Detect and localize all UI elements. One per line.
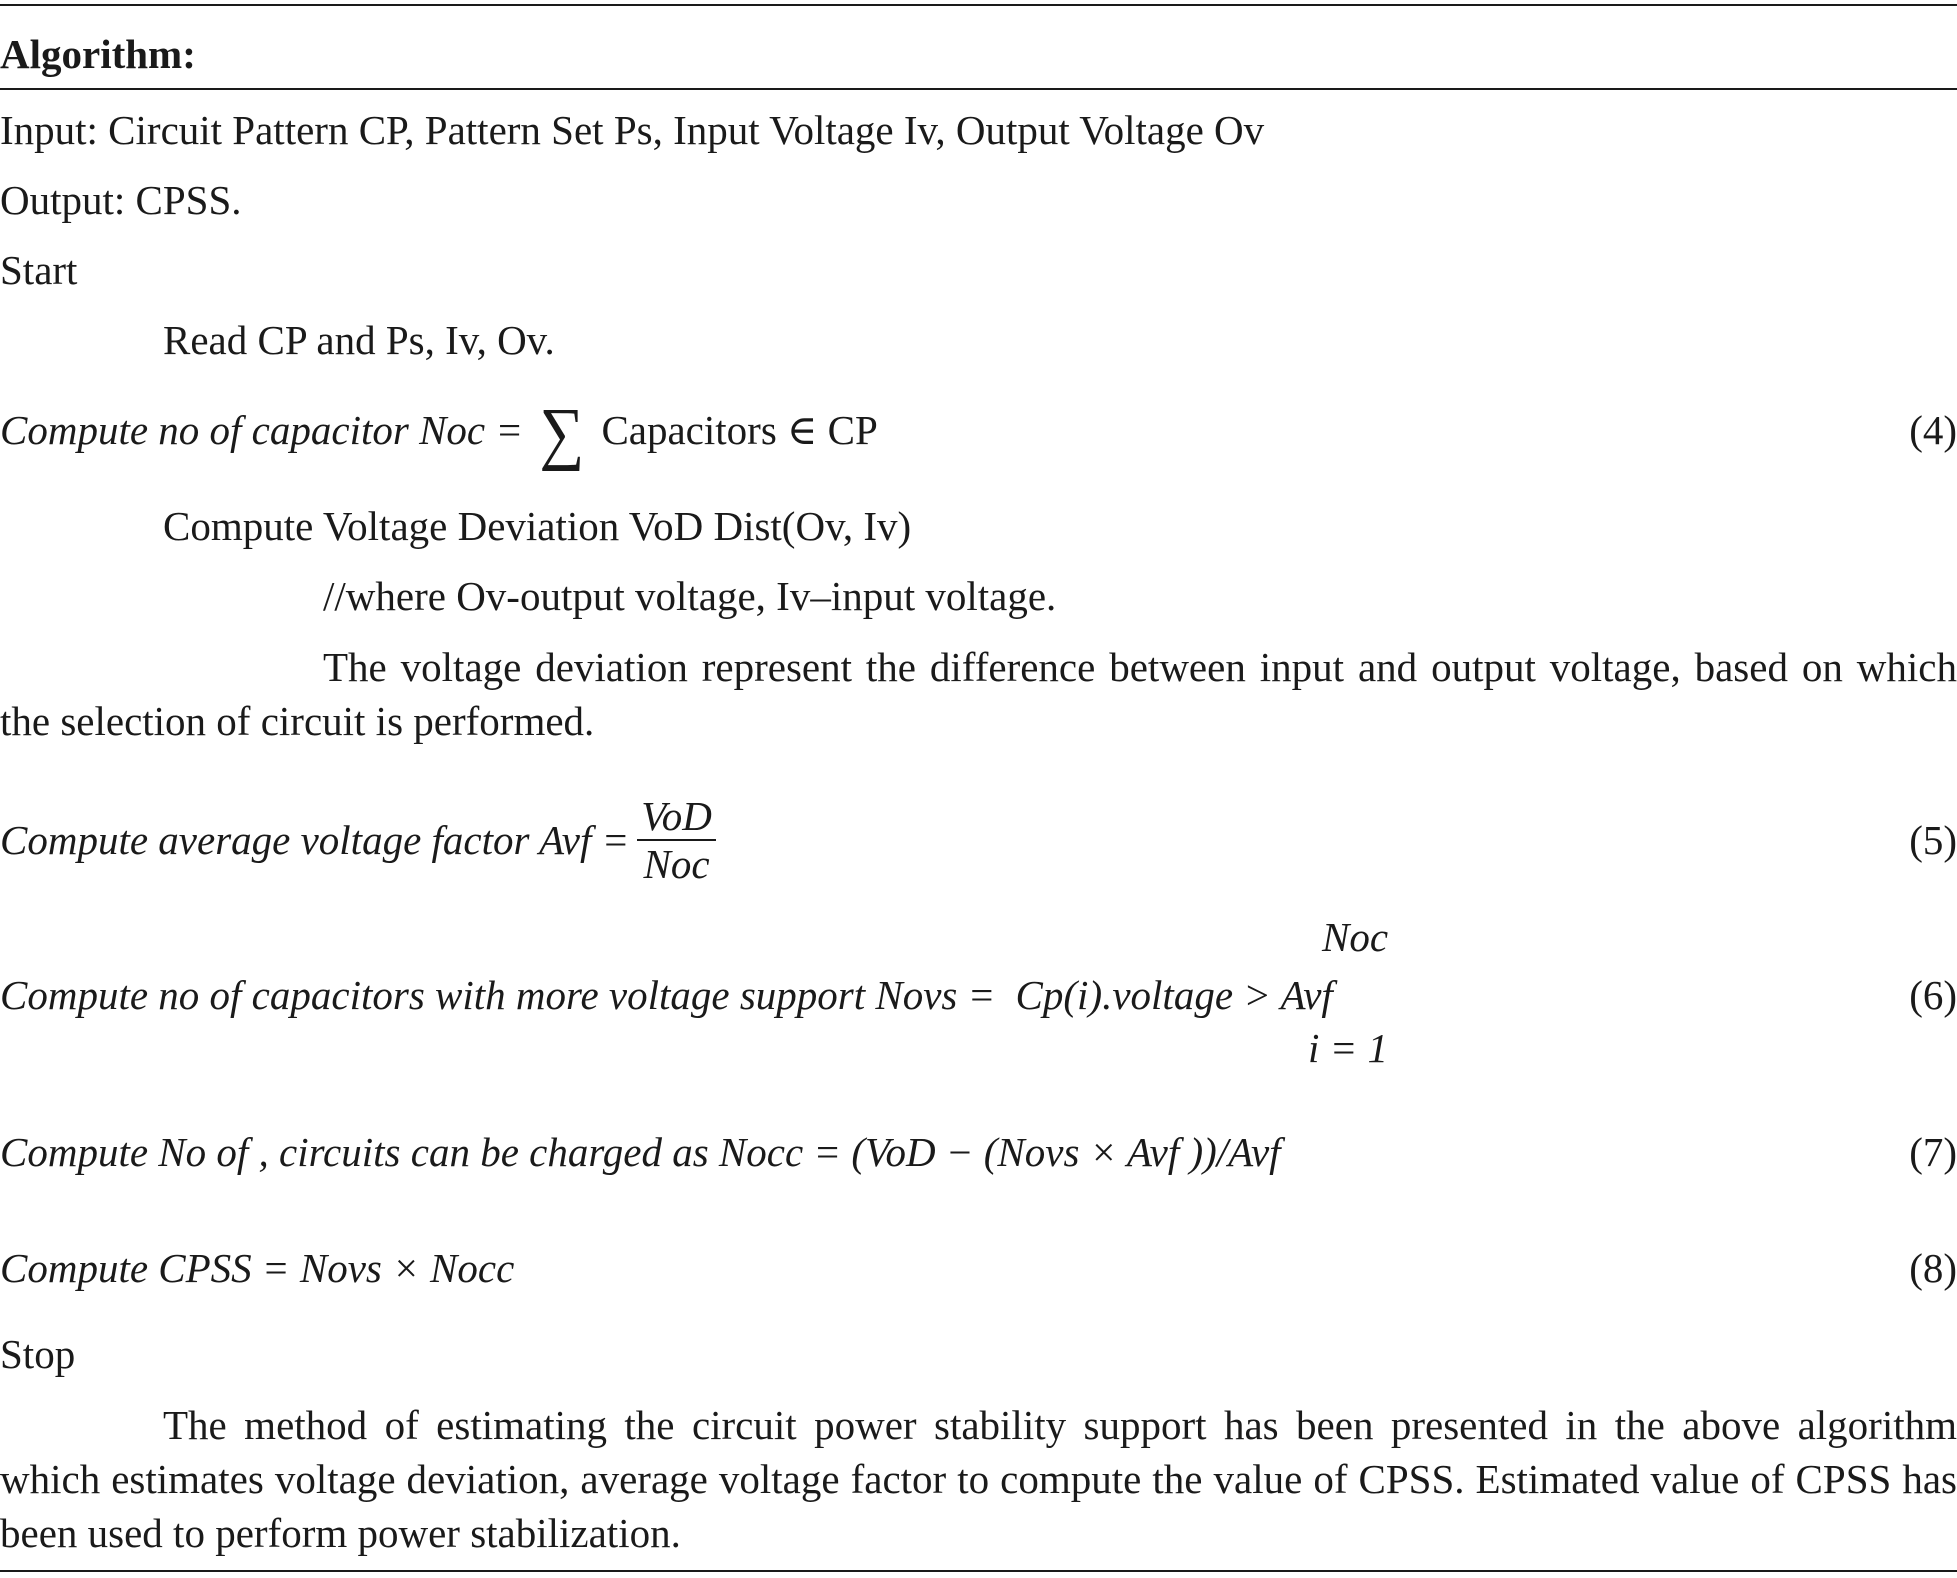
equation-4	[0, 395, 1957, 472]
vod-step: Compute Voltage Deviation VoD Dist(Ov, Iv)	[163, 503, 912, 549]
eq6-lhs: Compute no of capacitors with more voltage support Novs =	[0, 972, 996, 1018]
eq8-number: (8)	[1909, 1245, 1957, 1291]
input-line: Input: Circuit Pattern CP, Pattern Set Ps, Input Voltage Iv, Output Voltage Ov	[0, 107, 1265, 153]
eq6-number: (6)	[1909, 972, 1957, 1018]
eq5-fraction	[637, 793, 716, 887]
eq7-lhs: Compute No of , circuits can be charged as Nocc = (VoD − (Novs × Avf ))/Avf	[0, 1129, 1281, 1175]
eq5-number: (5)	[1909, 817, 1957, 863]
closing-paragraph	[0, 1398, 1957, 1560]
equation-8	[0, 1238, 1957, 1298]
eq6-upper-limit: Noc	[1322, 914, 1389, 960]
equation-7	[0, 1122, 1957, 1182]
equation-5	[0, 790, 1957, 890]
eq6-lower-limit: i = 1	[1308, 1025, 1389, 1071]
eq4-number: (4)	[1909, 407, 1957, 453]
read-step: Read CP and Ps, Iv, Ov.	[163, 317, 555, 363]
eq6-body: Cp(i).voltage > Avf	[1015, 972, 1333, 1018]
explanation-text: The voltage deviation represent the difference between input and output voltage, based on which the selection of circuit is performed.	[0, 644, 1957, 744]
bottom-rule	[0, 1570, 1957, 1572]
equation-6	[0, 965, 1957, 1025]
top-rule	[0, 4, 1957, 6]
heading-rule	[0, 88, 1957, 90]
comment-line: //where Ov-output voltage, Iv–input voltage.	[323, 573, 1057, 619]
algorithm-heading: Algorithm:	[0, 31, 196, 77]
eq5-denominator: Noc	[643, 841, 710, 887]
stop-line: Stop	[0, 1331, 76, 1377]
eq4-rhs: Capacitors ∈ CP	[601, 407, 878, 453]
summation-symbol: ∑	[539, 395, 585, 472]
explanation-paragraph	[0, 640, 1957, 748]
eq5-numerator: VoD	[637, 793, 716, 841]
eq5-lhs: Compute average voltage factor Avf =	[0, 817, 630, 863]
eq8-lhs: Compute CPSS = Novs × Nocc	[0, 1245, 515, 1291]
closing-text: The method of estimating the circuit power stability support has been presented in the above algorithm which estimates voltage deviation, average voltage factor to compute the value of CPSS. Estimated value of CPSS has been used to perform power stabilization.	[0, 1402, 1957, 1556]
eq4-lhs: Compute no of capacitor Noc =	[0, 407, 524, 453]
eq7-number: (7)	[1909, 1129, 1957, 1175]
output-line: Output: CPSS.	[0, 177, 242, 223]
start-line: Start	[0, 247, 78, 293]
